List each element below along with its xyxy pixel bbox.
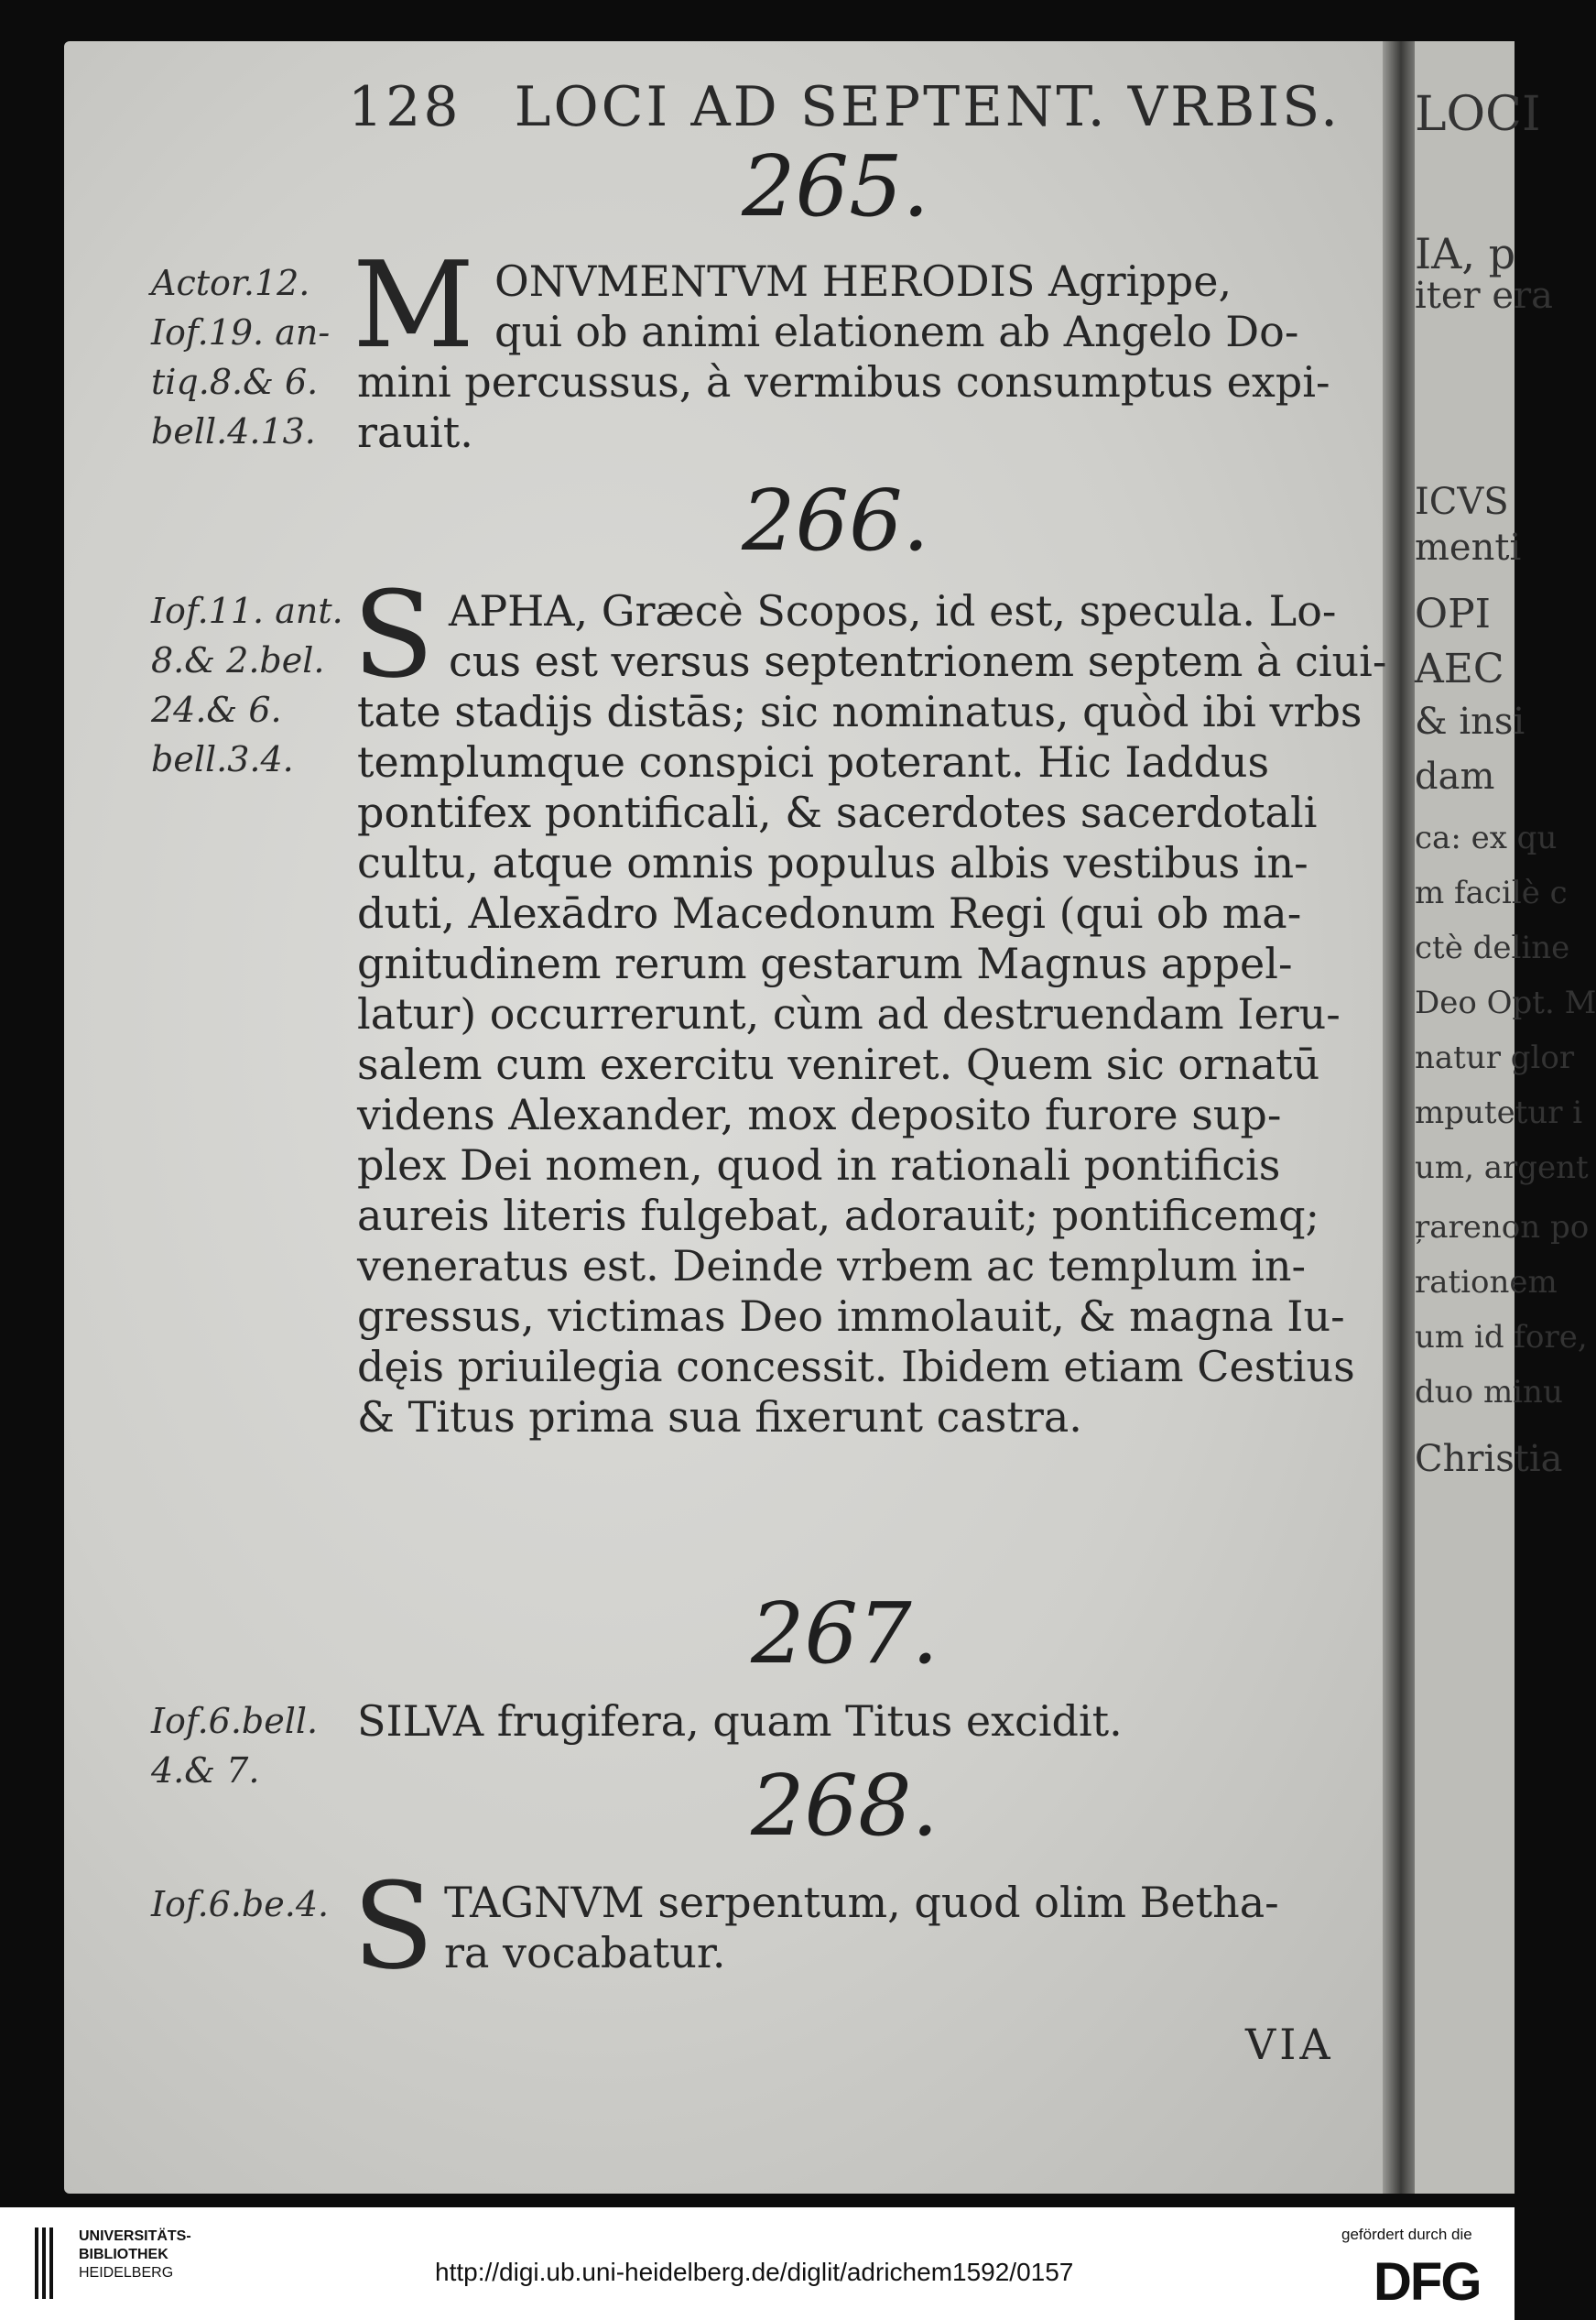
next-page-fragment: menti (1415, 527, 1522, 569)
library-name: UNIVERSITÄTS- BIBLIOTHEK HEIDELBERG (79, 2228, 191, 2281)
next-page-fragment: Christia (1415, 1438, 1563, 1480)
entry-text: APHA, Græcè Scopos, id est, specula. Lo- cus est versus septentrionem septem à ciui- tate stadijs distās; sic nominatus, quòd ibi vrbs templumque conspici poterant. Hic Iaddus pontifex pontificali, & sacerdotes sacerdotali cultu, atque omnis populus albis vestibus in- duti, Alexādro Macedonum Regi (qui ob ma- gnitudinem rerum gestarum Magnus appel- latur) occurrerunt, cùm ad destruendam Ieru- salem cum exercitu veniret. Quem sic ornatū videns Alexander, mox deposito furore sup- plex Dei nomen, quod in rationali pontificis aureis literis fulgebat, adorauit; pontificemq; veneratus est. Deinde vrbem ac templum in- gressus, victimas Deo immolauit, & magna Iu- dęis priuilegia concessit. Ibidem etiam Cestius & Titus prima sua fixerunt castra. (357, 586, 1387, 1442)
next-page-fragment: AEC (1415, 646, 1504, 692)
next-page-fragment: iter era (1415, 275, 1554, 317)
next-page-fragment: natur glor (1415, 1040, 1575, 1076)
next-page-fragment: m facilè c (1415, 875, 1568, 911)
running-title: LOCI AD SEPTENT. VRBIS. (514, 75, 1341, 139)
margin-reference: Actor.12. Iof.19. an- tiq.8.& 6. bell.4.13. (151, 263, 331, 452)
section-number: 265. (742, 137, 929, 235)
next-page-fragment: Deo Opt. M (1415, 985, 1596, 1021)
next-page-fragment: dam (1415, 756, 1495, 798)
next-page-fragment: um, argent (1415, 1149, 1589, 1186)
library-logo-icon (35, 2227, 55, 2299)
section-number: 267. (751, 1585, 939, 1683)
next-page-fragment: ICVS (1415, 481, 1509, 523)
next-page-edge (1415, 41, 1596, 2194)
running-header (348, 75, 1341, 139)
drop-capital: S (353, 565, 435, 704)
next-page-fragment: um id fore, (1415, 1319, 1588, 1356)
funding-label: gefördert durch die (1341, 2226, 1472, 2243)
margin-reference: Iof.11. ant. 8.& 2.bel. 24.& 6. bell.3.4. (151, 591, 343, 779)
margin-reference: Iof.6.be.4. (151, 1884, 330, 1924)
drop-capital: M (353, 235, 475, 375)
next-page-fragment: & insi (1415, 701, 1525, 743)
page-number: 128 (348, 75, 461, 139)
next-page-fragment: mputetur i (1415, 1095, 1583, 1131)
margin-reference: Iof.6.bell. 4.& 7. (151, 1701, 319, 1791)
next-page-fragment: LOCI (1415, 87, 1541, 142)
next-page-fragment: OPI (1415, 591, 1492, 637)
next-page-fragment: duo minu (1415, 1374, 1563, 1411)
entry-text: SILVA frugifera, quam Titus excidit. (357, 1696, 1123, 1746)
permalink[interactable]: http://digi.ub.uni-heidelberg.de/diglit/adrichem1592/0157 (435, 2258, 1074, 2286)
next-page-fragment: ca: ex qu (1415, 820, 1558, 856)
catchword: VIA (1245, 2020, 1334, 2069)
next-page-fragment: rationem (1415, 1264, 1558, 1301)
next-page-fragment: ctè deline (1415, 930, 1570, 966)
entry-text: TAGNVM serpentum, quod olim Betha- ra vocabatur. (444, 1878, 1279, 1977)
dfg-logo: DFG (1373, 2252, 1481, 2312)
section-number: 266. (742, 472, 929, 570)
next-page-fragment: IA, p (1415, 229, 1516, 278)
viewer-footer (0, 2207, 1515, 2320)
book-gutter (1383, 41, 1419, 2194)
entry-text: ONVMENTVM HERODIS Agrippe, qui ob animi elationem ab Angelo Do- mini percussus, à vermibus consumptus expi- rauit. (357, 256, 1330, 457)
next-page-fragment: ŗarenon po (1415, 1209, 1590, 1246)
drop-capital: S (353, 1857, 435, 1996)
section-number: 268. (751, 1757, 939, 1855)
